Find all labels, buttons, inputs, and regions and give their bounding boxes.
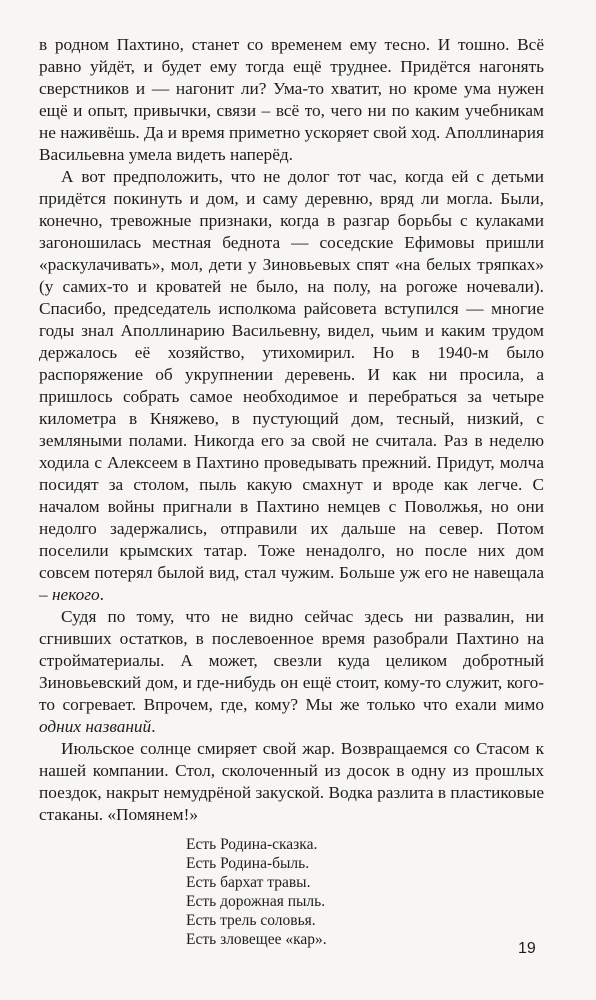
paragraph [39, 34, 544, 166]
poem-line: Есть зловещее «кар». [186, 931, 327, 948]
text-run: Июльское солнце смиряет свой жар. Возвращаемся со Стасом к нашей компании. Стол, сколоченный из досок в одну из прошлых поездок, накрыт немудрёной закуской. Водка разлита в пластиковые стаканы. «Помянем!» [39, 739, 544, 824]
poem-line: Есть бархат травы. [186, 874, 311, 891]
text-run: А вот предположить, что не долог тот час, когда ей с детьми придётся покинуть и дом, и саму деревню, вряд ли могла. Были, конечно, тревожные признаки, когда в разгар борьбы с кулаками загоношилась местная беднота — соседские Ефимовы пришли «раскулачивать», мол, дети у Зиновьевых спят «на белых тряпках» (у самих-то и кроватей не было, на полу, на рогоже ночевали). Спасибо, председатель исполкома райсовета вступился — многие годы знал Аполлинарию Васильевну, видел, чьим и каким трудом держалось её хозяйство, утихомирил. Но в 1940-м было распоряжение об укрупнении деревень. И как ни просила, а пришлось собрать самое необходимое и перебраться за четыре километра в Княжево, в пустующий дом, тесный, низкий, с земляными полами. Никогда его за свой не считала. Раз в неделю ходила с Алексеем в Пахтино проведывать прежний. Придут, молча посидят за столом, пыль какую смахнут и вроде как легче. С началом войны пригнали в Пахтино немцев с Поволжья, но они недолго задержались, отправили их дальше на север. Потом поселили крымских татар. Тоже ненадолго, но после них дом совсем потерял былой вид, стал чужим. Больше уж его не навещала – [39, 167, 544, 604]
poem-line: Есть Родина-сказка. [186, 836, 318, 853]
poem-line: Есть трель соловья. [186, 912, 316, 929]
italic-text: одних названий [39, 717, 152, 736]
paragraph [39, 166, 544, 606]
body-text [39, 34, 544, 826]
text-run: . [151, 717, 156, 736]
text-run: Судя по тому, что не видно сейчас здесь ни развалин, ни сгнивших остатков, в послевоенное время разобрали Пахтино на стройматериалы. А может, свезли куда целиком добротный Зиновьевский дом, и где-нибудь он ещё стоит, кому-то служит, кого-то согревает. Впрочем, где, кому? Мы же только что ехали мимо [39, 607, 544, 714]
page-text [39, 34, 544, 949]
paragraph [39, 738, 544, 826]
italic-text: некого [51, 585, 100, 604]
poem-line: Есть дорожная пыль. [186, 893, 326, 910]
text-run: в родном Пахтино, станет со временем ему тесно. И тошно. Всё равно уйдёт, и будет ему тогда ещё труднее. Придётся нагонять сверстников и — нагонит ли? Ума-то хватит, но кроме ума нужен ещё и опыт, привычки, связи – всё то, чего ни по каким учебникам не наживёшь. Да и время приметно ускоряет свой ход. Аполлинария Васильевна умела видеть наперёд. [39, 35, 545, 164]
poem [186, 835, 544, 949]
page-number: 19 [518, 940, 536, 957]
paragraph [39, 606, 544, 738]
poem-line: Есть Родина-быль. [186, 855, 310, 872]
text-run: . [99, 585, 104, 604]
